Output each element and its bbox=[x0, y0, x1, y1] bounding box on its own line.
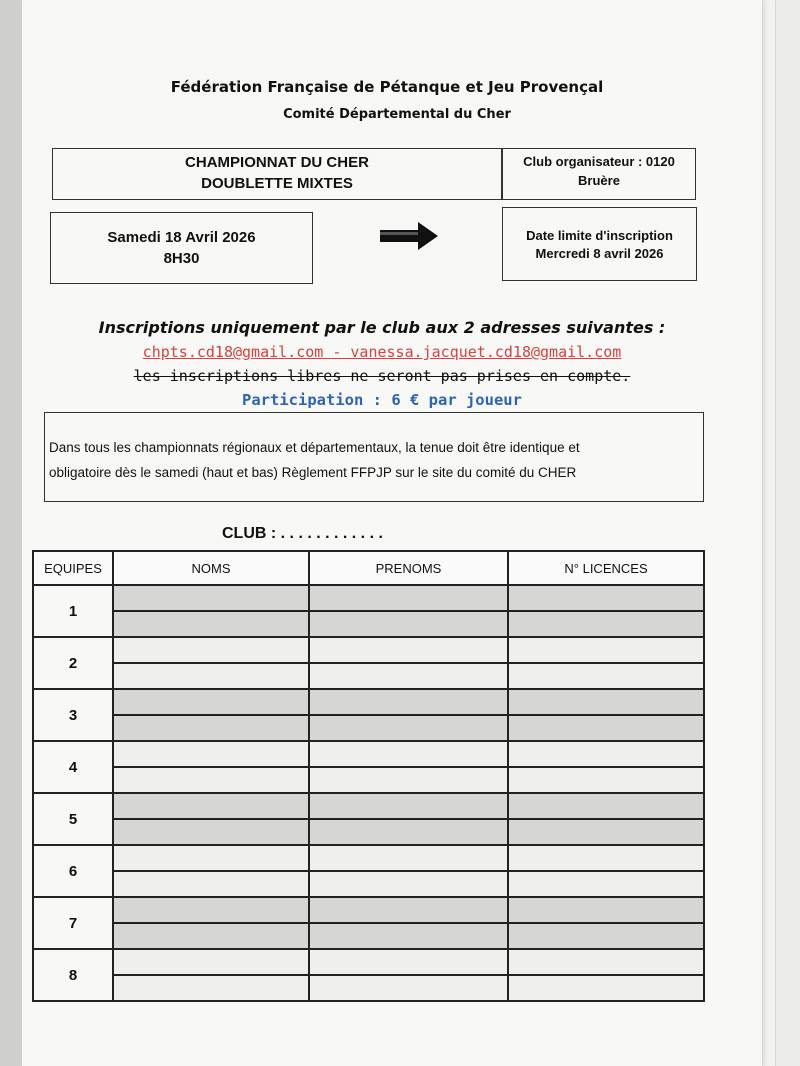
table-row bbox=[33, 923, 704, 949]
club-field-label[interactable]: CLUB : . . . . . . . . . . . . bbox=[222, 525, 383, 542]
nom-cell[interactable] bbox=[113, 637, 309, 663]
event-time: 8H30 bbox=[163, 250, 200, 267]
licence-cell[interactable] bbox=[508, 871, 704, 897]
table-row bbox=[33, 975, 704, 1001]
licence-cell[interactable] bbox=[508, 637, 704, 663]
nom-cell[interactable] bbox=[113, 585, 309, 611]
table-row bbox=[33, 741, 704, 767]
table-row bbox=[33, 845, 704, 871]
licence-cell[interactable] bbox=[508, 611, 704, 637]
header-licences: N° LICENCES bbox=[508, 551, 704, 585]
nom-cell[interactable] bbox=[113, 845, 309, 871]
licence-cell[interactable] bbox=[508, 819, 704, 845]
licence-cell[interactable] bbox=[508, 793, 704, 819]
prenom-cell[interactable] bbox=[309, 689, 508, 715]
prenom-cell[interactable] bbox=[309, 767, 508, 793]
table-row bbox=[33, 871, 704, 897]
nom-cell[interactable] bbox=[113, 689, 309, 715]
table-row bbox=[33, 585, 704, 611]
deadline-date: Mercredi 8 avril 2026 bbox=[535, 246, 664, 261]
prenom-cell[interactable] bbox=[309, 663, 508, 689]
nom-cell[interactable] bbox=[113, 611, 309, 637]
federation-title: Fédération Française de Pétanque et Jeu Provençal bbox=[170, 78, 604, 96]
nom-cell[interactable] bbox=[113, 819, 309, 845]
championship-format: DOUBLETTE MIXTES bbox=[201, 175, 353, 192]
team-number: 3 bbox=[33, 689, 113, 741]
inscription-emails[interactable]: chpts.cd18@gmail.com - vanessa.jacquet.cd18@gmail.com bbox=[142, 343, 622, 361]
deadline-label: Date limite d'inscription bbox=[526, 228, 673, 243]
organizer-location: Bruère bbox=[578, 173, 620, 188]
header-prenoms: PRENOMS bbox=[309, 551, 508, 585]
table-row bbox=[33, 949, 704, 975]
table-row bbox=[33, 793, 704, 819]
nom-cell[interactable] bbox=[113, 871, 309, 897]
note-line-1: Dans tous les championnats régionaux et départementaux, la tenue doit être identique et bbox=[49, 440, 580, 455]
table-row bbox=[33, 663, 704, 689]
nom-cell[interactable] bbox=[113, 741, 309, 767]
licence-cell[interactable] bbox=[508, 715, 704, 741]
licence-cell[interactable] bbox=[508, 689, 704, 715]
deadline-box bbox=[502, 207, 697, 281]
registration-table bbox=[32, 550, 705, 1002]
team-number: 2 bbox=[33, 637, 113, 689]
team-number: 8 bbox=[33, 949, 113, 1001]
nom-cell[interactable] bbox=[113, 767, 309, 793]
licence-cell[interactable] bbox=[508, 923, 704, 949]
inscriptions-heading: Inscriptions uniquement par le club aux 2 adresses suivantes : bbox=[98, 318, 666, 337]
prenom-cell[interactable] bbox=[309, 871, 508, 897]
championship-title-box bbox=[52, 148, 502, 200]
comite-subtitle: Comité Départemental du Cher bbox=[283, 107, 511, 122]
prenom-cell[interactable] bbox=[309, 949, 508, 975]
table-row bbox=[33, 637, 704, 663]
licence-cell[interactable] bbox=[508, 897, 704, 923]
team-number: 6 bbox=[33, 845, 113, 897]
licence-cell[interactable] bbox=[508, 949, 704, 975]
prenom-cell[interactable] bbox=[309, 819, 508, 845]
free-inscriptions-notice: les inscriptions libres ne seront pas prises en compte. bbox=[133, 367, 631, 385]
nom-cell[interactable] bbox=[113, 715, 309, 741]
header-equipes: EQUIPES bbox=[33, 551, 113, 585]
table-row bbox=[33, 715, 704, 741]
organizer-club: Club organisateur : 0120 bbox=[523, 154, 675, 169]
team-number: 1 bbox=[33, 585, 113, 637]
dress-code-note bbox=[44, 412, 704, 502]
nom-cell[interactable] bbox=[113, 663, 309, 689]
nom-cell[interactable] bbox=[113, 949, 309, 975]
right-arrow-icon bbox=[380, 222, 440, 250]
prenom-cell[interactable] bbox=[309, 585, 508, 611]
licence-cell[interactable] bbox=[508, 741, 704, 767]
prenom-cell[interactable] bbox=[309, 975, 508, 1001]
table-header-row bbox=[33, 551, 704, 585]
licence-cell[interactable] bbox=[508, 585, 704, 611]
participation-fee: Participation : 6 € par joueur bbox=[242, 391, 522, 409]
header-noms: NOMS bbox=[113, 551, 309, 585]
licence-cell[interactable] bbox=[508, 975, 704, 1001]
event-date: Samedi 18 Avril 2026 bbox=[107, 229, 256, 246]
prenom-cell[interactable] bbox=[309, 793, 508, 819]
prenom-cell[interactable] bbox=[309, 923, 508, 949]
event-date-box bbox=[50, 212, 313, 284]
table-row bbox=[33, 897, 704, 923]
licence-cell[interactable] bbox=[508, 845, 704, 871]
prenom-cell[interactable] bbox=[309, 741, 508, 767]
licence-cell[interactable] bbox=[508, 767, 704, 793]
prenom-cell[interactable] bbox=[309, 845, 508, 871]
team-number: 4 bbox=[33, 741, 113, 793]
prenom-cell[interactable] bbox=[309, 715, 508, 741]
prenom-cell[interactable] bbox=[309, 897, 508, 923]
table-row bbox=[33, 611, 704, 637]
organizer-club-box bbox=[502, 148, 696, 200]
table-row bbox=[33, 819, 704, 845]
nom-cell[interactable] bbox=[113, 975, 309, 1001]
prenom-cell[interactable] bbox=[309, 637, 508, 663]
team-number: 5 bbox=[33, 793, 113, 845]
championship-title: CHAMPIONNAT DU CHER bbox=[185, 154, 369, 171]
prenom-cell[interactable] bbox=[309, 611, 508, 637]
team-number: 7 bbox=[33, 897, 113, 949]
nom-cell[interactable] bbox=[113, 897, 309, 923]
note-line-2: obligatoire dès le samedi (haut et bas) Règlement FFPJP sur le site du comité du CHER bbox=[49, 465, 577, 480]
nom-cell[interactable] bbox=[113, 923, 309, 949]
licence-cell[interactable] bbox=[508, 663, 704, 689]
registration-form-page bbox=[22, 0, 763, 1066]
table-row bbox=[33, 689, 704, 715]
nom-cell[interactable] bbox=[113, 793, 309, 819]
table-row bbox=[33, 767, 704, 793]
